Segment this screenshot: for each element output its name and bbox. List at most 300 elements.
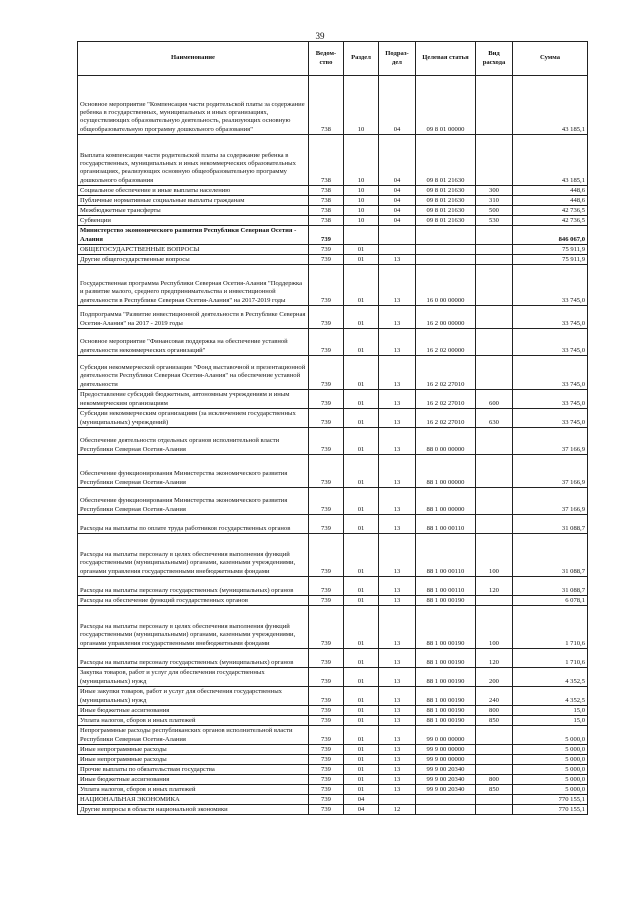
cell-subsection: 13 — [379, 687, 416, 706]
cell-department: 739 — [309, 606, 344, 649]
cell-department: 739 — [309, 488, 344, 515]
cell-name: Расходы на выплаты по оплате труда работников государственных органов — [78, 515, 309, 534]
cell-subsection: 13 — [379, 649, 416, 668]
table-row — [78, 515, 588, 534]
cell-expense-type — [476, 755, 513, 765]
table-row — [78, 356, 588, 390]
cell-target-article: 09 8 01 00000 — [416, 76, 476, 135]
cell-amount: 770 155,1 — [513, 805, 588, 815]
cell-expense-type: 240 — [476, 687, 513, 706]
cell-department: 738 — [309, 186, 344, 196]
cell-name: Межбюджетные трансферты — [78, 206, 309, 216]
cell-expense-type: 300 — [476, 186, 513, 196]
cell-name: Непрограммные расходы республиканских органов исполнительной власти Республики Северная Осетия-Алания — [78, 726, 309, 745]
cell-name: Выплата компенсации части родительской платы за содержание ребенка в государственных, муниципальных и иных некоммерческих образовательных организациях, реализующих основную общеобразовательную программу дошкольного образования — [78, 135, 309, 186]
cell-section: 10 — [344, 76, 379, 135]
cell-target-article: 16 2 02 27010 — [416, 409, 476, 428]
cell-expense-type — [476, 135, 513, 186]
cell-target-article: 09 8 01 21630 — [416, 186, 476, 196]
cell-department: 739 — [309, 706, 344, 716]
cell-subsection — [379, 245, 416, 255]
cell-name: Расходы на выплаты персоналу в целях обеспечения выполнения функций государственными (муниципальными) органами, казенными учреждениями, органами управления государственными внебюджетными фондами — [78, 606, 309, 649]
cell-section: 01 — [344, 245, 379, 255]
cell-subsection: 13 — [379, 265, 416, 306]
cell-subsection: 13 — [379, 765, 416, 775]
cell-expense-type: 100 — [476, 534, 513, 577]
cell-section: 01 — [344, 455, 379, 488]
cell-expense-type: 500 — [476, 206, 513, 216]
cell-target-article: 88 1 00 00000 — [416, 488, 476, 515]
cell-section: 01 — [344, 775, 379, 785]
cell-expense-type: 800 — [476, 775, 513, 785]
cell-section: 01 — [344, 306, 379, 329]
cell-amount: 75 911,9 — [513, 255, 588, 265]
cell-expense-type: 800 — [476, 706, 513, 716]
cell-department: 739 — [309, 455, 344, 488]
cell-name: Иные бюджетные ассигнования — [78, 706, 309, 716]
cell-target-article: 88 0 00 00000 — [416, 428, 476, 455]
cell-target-article: 99 9 00 20340 — [416, 765, 476, 775]
cell-expense-type — [476, 596, 513, 606]
cell-section: 01 — [344, 488, 379, 515]
cell-department: 739 — [309, 805, 344, 815]
cell-target-article — [416, 245, 476, 255]
cell-department: 739 — [309, 755, 344, 765]
cell-department: 739 — [309, 265, 344, 306]
cell-expense-type — [476, 329, 513, 356]
cell-subsection: 04 — [379, 135, 416, 186]
cell-amount: 4 352,5 — [513, 668, 588, 687]
table-row — [78, 329, 588, 356]
cell-subsection: 13 — [379, 606, 416, 649]
table-row — [78, 596, 588, 606]
cell-section: 01 — [344, 356, 379, 390]
header-name: Наименование — [78, 42, 309, 76]
cell-subsection: 13 — [379, 596, 416, 606]
cell-name: Расходы на выплаты персоналу государственных (муниципальных) органов — [78, 577, 309, 596]
table-row — [78, 196, 588, 206]
cell-target-article: 09 8 01 21630 — [416, 135, 476, 186]
table-row — [78, 534, 588, 577]
cell-target-article — [416, 805, 476, 815]
cell-subsection: 13 — [379, 488, 416, 515]
cell-target-article: 88 1 00 00190 — [416, 649, 476, 668]
cell-amount: 37 166,9 — [513, 488, 588, 515]
cell-department: 739 — [309, 577, 344, 596]
cell-section: 01 — [344, 765, 379, 775]
cell-name: Иные бюджетные ассигнования — [78, 775, 309, 785]
cell-expense-type — [476, 765, 513, 775]
table-row — [78, 716, 588, 726]
cell-name: Государственная программа Республики Северная Осетия-Алания "Поддержка и развитие малого, среднего предпринимательства и инвестиционной деятельности в Республике Северная Осетия-Алания" на 2017-2019 годы — [78, 265, 309, 306]
table-body — [78, 76, 588, 815]
cell-amount: 42 736,5 — [513, 216, 588, 226]
cell-expense-type: 630 — [476, 409, 513, 428]
cell-subsection: 13 — [379, 428, 416, 455]
cell-section: 10 — [344, 196, 379, 206]
cell-target-article: 88 1 00 00190 — [416, 706, 476, 716]
cell-department: 738 — [309, 196, 344, 206]
cell-department: 739 — [309, 409, 344, 428]
cell-department: 739 — [309, 785, 344, 795]
cell-expense-type: 310 — [476, 196, 513, 206]
cell-section: 01 — [344, 329, 379, 356]
cell-expense-type — [476, 306, 513, 329]
cell-target-article: 99 9 00 20340 — [416, 785, 476, 795]
cell-target-article: 16 2 02 00000 — [416, 329, 476, 356]
cell-target-article: 88 1 00 00000 — [416, 455, 476, 488]
cell-department: 739 — [309, 687, 344, 706]
cell-target-article: 09 8 01 21630 — [416, 206, 476, 216]
table-row — [78, 706, 588, 716]
table-row — [78, 245, 588, 255]
cell-expense-type — [476, 428, 513, 455]
cell-expense-type: 530 — [476, 216, 513, 226]
table-row — [78, 606, 588, 649]
cell-amount: 33 745,0 — [513, 306, 588, 329]
cell-subsection: 13 — [379, 515, 416, 534]
cell-section: 01 — [344, 745, 379, 755]
cell-amount: 37 166,9 — [513, 455, 588, 488]
cell-subsection: 04 — [379, 206, 416, 216]
cell-department: 739 — [309, 765, 344, 775]
cell-section: 04 — [344, 805, 379, 815]
cell-expense-type — [476, 726, 513, 745]
cell-subsection: 12 — [379, 805, 416, 815]
table-row — [78, 265, 588, 306]
cell-subsection: 13 — [379, 306, 416, 329]
cell-target-article: 88 1 00 00110 — [416, 534, 476, 577]
cell-name: Субсидии некоммерческим организациям (за исключением государственных (муниципальных) учреждений) — [78, 409, 309, 428]
cell-amount: 31 088,7 — [513, 534, 588, 577]
table-row — [78, 186, 588, 196]
cell-amount: 33 745,0 — [513, 390, 588, 409]
cell-amount: 448,6 — [513, 196, 588, 206]
cell-section: 01 — [344, 255, 379, 265]
cell-target-article: 99 9 00 00000 — [416, 755, 476, 765]
budget-table — [77, 41, 588, 815]
cell-subsection: 04 — [379, 76, 416, 135]
cell-target-article: 09 8 01 21630 — [416, 216, 476, 226]
cell-amount: 5 000,0 — [513, 726, 588, 745]
table-row — [78, 455, 588, 488]
cell-name: Субсидия некоммерческой организации "Фонд выставочной и презентационной деятельности Республики Северная Осетия-Алания" на обеспечение уставной деятельности — [78, 356, 309, 390]
cell-amount: 42 736,5 — [513, 206, 588, 216]
cell-target-article: 99 9 00 00000 — [416, 745, 476, 755]
table-row — [78, 668, 588, 687]
cell-amount: 1 710,6 — [513, 649, 588, 668]
cell-subsection: 13 — [379, 745, 416, 755]
cell-department: 739 — [309, 795, 344, 805]
cell-section: 01 — [344, 649, 379, 668]
cell-amount: 5 000,0 — [513, 785, 588, 795]
cell-section: 01 — [344, 409, 379, 428]
cell-expense-type — [476, 795, 513, 805]
table-row — [78, 755, 588, 765]
cell-department: 739 — [309, 390, 344, 409]
cell-subsection: 13 — [379, 577, 416, 596]
cell-name: Министерство экономического развития Республики Северная Осетия - Алания — [78, 226, 309, 245]
cell-expense-type — [476, 745, 513, 755]
cell-target-article — [416, 255, 476, 265]
cell-department: 738 — [309, 76, 344, 135]
cell-subsection: 13 — [379, 716, 416, 726]
cell-amount: 448,6 — [513, 186, 588, 196]
cell-name: Иные закупки товаров, работ и услуг для обеспечения государственных (муниципальных) нужд — [78, 687, 309, 706]
cell-target-article: 16 2 02 27010 — [416, 390, 476, 409]
cell-expense-type: 100 — [476, 606, 513, 649]
cell-subsection: 04 — [379, 196, 416, 206]
cell-target-article: 16 0 00 00000 — [416, 265, 476, 306]
cell-expense-type — [476, 76, 513, 135]
cell-subsection: 13 — [379, 455, 416, 488]
cell-target-article: 88 1 00 00190 — [416, 716, 476, 726]
table-row — [78, 745, 588, 755]
cell-name: Социальное обеспечение и иные выплаты населению — [78, 186, 309, 196]
cell-department: 739 — [309, 775, 344, 785]
cell-section: 01 — [344, 726, 379, 745]
table-row — [78, 726, 588, 745]
table-row — [78, 409, 588, 428]
cell-expense-type — [476, 265, 513, 306]
cell-name: Расходы на выплаты персоналу государственных (муниципальных) органов — [78, 649, 309, 668]
header-expense-type: Вид расхода — [476, 42, 513, 76]
cell-section: 01 — [344, 515, 379, 534]
cell-department: 738 — [309, 135, 344, 186]
cell-target-article: 16 2 02 27010 — [416, 356, 476, 390]
cell-subsection — [379, 226, 416, 245]
cell-department: 739 — [309, 428, 344, 455]
cell-name: Расходы на выплаты персоналу в целях обеспечения выполнения функций государственными (муниципальными) органами, казенными учреждениями, органами управления государственными внебюджетными фондами — [78, 534, 309, 577]
cell-expense-type: 200 — [476, 668, 513, 687]
cell-amount: 43 185,1 — [513, 135, 588, 186]
cell-amount: 6 078,1 — [513, 596, 588, 606]
cell-department: 739 — [309, 596, 344, 606]
cell-amount: 33 745,0 — [513, 356, 588, 390]
cell-section: 04 — [344, 795, 379, 805]
cell-amount: 37 166,9 — [513, 428, 588, 455]
cell-target-article: 88 1 00 00190 — [416, 596, 476, 606]
cell-department: 738 — [309, 206, 344, 216]
cell-name: Основное мероприятие "Компенсация части родительской платы за содержание ребенка в государственных, муниципальных и иных организациях, осуществляющих образовательную деятельность, реализующих основную общеобразовательную программу дошкольного образования" — [78, 76, 309, 135]
cell-amount: 5 000,0 — [513, 765, 588, 775]
cell-subsection: 13 — [379, 329, 416, 356]
table-row — [78, 765, 588, 775]
cell-name: Расходы на обеспечение функций государственных органов — [78, 596, 309, 606]
cell-amount: 31 088,7 — [513, 515, 588, 534]
cell-expense-type: 120 — [476, 577, 513, 596]
table-row — [78, 785, 588, 795]
cell-expense-type — [476, 245, 513, 255]
cell-expense-type — [476, 488, 513, 515]
cell-expense-type: 600 — [476, 390, 513, 409]
cell-department: 739 — [309, 245, 344, 255]
cell-target-article — [416, 226, 476, 245]
cell-name: Другие вопросы в области национальной экономики — [78, 805, 309, 815]
cell-subsection: 13 — [379, 706, 416, 716]
cell-section: 01 — [344, 534, 379, 577]
cell-amount: 15,0 — [513, 716, 588, 726]
table-header — [78, 42, 588, 76]
cell-department: 739 — [309, 226, 344, 245]
table-row — [78, 135, 588, 186]
header-subsection: Подраз-дел — [379, 42, 416, 76]
cell-name: Публичные нормативные социальные выплаты гражданам — [78, 196, 309, 206]
cell-name: Уплата налогов, сборов и иных платежей — [78, 785, 309, 795]
cell-target-article: 88 1 00 00190 — [416, 687, 476, 706]
cell-expense-type: 850 — [476, 716, 513, 726]
cell-amount: 33 745,0 — [513, 329, 588, 356]
cell-amount: 31 088,7 — [513, 577, 588, 596]
cell-section: 01 — [344, 577, 379, 596]
cell-subsection: 13 — [379, 356, 416, 390]
table-row — [78, 488, 588, 515]
cell-target-article: 88 1 00 00110 — [416, 515, 476, 534]
cell-target-article: 99 0 00 00000 — [416, 726, 476, 745]
cell-expense-type: 120 — [476, 649, 513, 668]
header-amount: Сумма — [513, 42, 588, 76]
cell-name: Предоставление субсидий бюджетным, автономным учреждениям и иным некоммерческим организациям — [78, 390, 309, 409]
table-row — [78, 687, 588, 706]
table-row — [78, 76, 588, 135]
cell-section — [344, 226, 379, 245]
cell-subsection: 13 — [379, 390, 416, 409]
cell-name: Прочие выплаты по обязательствам государства — [78, 765, 309, 775]
cell-amount: 1 710,6 — [513, 606, 588, 649]
cell-section: 01 — [344, 606, 379, 649]
cell-target-article: 16 2 00 00000 — [416, 306, 476, 329]
cell-amount: 15,0 — [513, 706, 588, 716]
cell-subsection: 04 — [379, 186, 416, 196]
cell-section: 01 — [344, 390, 379, 409]
cell-target-article: 99 9 00 20340 — [416, 775, 476, 785]
cell-section: 10 — [344, 206, 379, 216]
cell-section: 01 — [344, 428, 379, 455]
cell-name: Обеспечение деятельности отдельных органов исполнительной власти Республики Северная Осетия-Алания — [78, 428, 309, 455]
cell-expense-type — [476, 805, 513, 815]
cell-subsection: 13 — [379, 255, 416, 265]
cell-section: 01 — [344, 687, 379, 706]
header-target-article: Целевая статья — [416, 42, 476, 76]
table-row — [78, 226, 588, 245]
cell-section: 01 — [344, 755, 379, 765]
cell-name: Основное мероприятие "Финансовая поддержка на обеспечение уставной деятельности некоммерческих организаций" — [78, 329, 309, 356]
table-row — [78, 805, 588, 815]
cell-name: Подпрограмма "Развитие инвестиционной деятельности в Республике Северная Осетия-Алания" на 2017 - 2019 годы — [78, 306, 309, 329]
cell-target-article: 88 1 00 00190 — [416, 606, 476, 649]
cell-department: 739 — [309, 745, 344, 755]
page-number: 39 — [315, 31, 325, 41]
cell-amount: 4 352,5 — [513, 687, 588, 706]
cell-subsection: 04 — [379, 216, 416, 226]
cell-department: 739 — [309, 534, 344, 577]
cell-section: 01 — [344, 596, 379, 606]
cell-name: Обеспечение функционирования Министерства экономического развития Республики Северная Осетия-Алания — [78, 455, 309, 488]
cell-expense-type — [476, 356, 513, 390]
cell-department: 739 — [309, 306, 344, 329]
cell-target-article: 88 1 00 00110 — [416, 577, 476, 596]
cell-name: Закупка товаров, работ и услуг для обеспечения государственных (муниципальных) нужд — [78, 668, 309, 687]
cell-department: 739 — [309, 515, 344, 534]
cell-subsection: 13 — [379, 785, 416, 795]
cell-name: Иные непрограммные расходы — [78, 745, 309, 755]
table-row — [78, 390, 588, 409]
cell-name: Субвенции — [78, 216, 309, 226]
cell-target-article: 88 1 00 00190 — [416, 668, 476, 687]
cell-subsection — [379, 795, 416, 805]
cell-expense-type — [476, 455, 513, 488]
cell-department: 739 — [309, 716, 344, 726]
cell-section: 10 — [344, 216, 379, 226]
cell-subsection: 13 — [379, 409, 416, 428]
cell-name: Уплата налогов, сборов и иных платежей — [78, 716, 309, 726]
cell-department: 739 — [309, 255, 344, 265]
table-row — [78, 795, 588, 805]
table-row — [78, 428, 588, 455]
table-row — [78, 255, 588, 265]
cell-amount: 5 000,0 — [513, 775, 588, 785]
cell-amount: 770 155,1 — [513, 795, 588, 805]
table-row — [78, 306, 588, 329]
table-row — [78, 649, 588, 668]
cell-name: Иные непрограммные расходы — [78, 755, 309, 765]
cell-section: 10 — [344, 135, 379, 186]
cell-section: 10 — [344, 186, 379, 196]
cell-amount: 846 067,0 — [513, 226, 588, 245]
table-row — [78, 216, 588, 226]
cell-expense-type — [476, 515, 513, 534]
cell-department: 739 — [309, 356, 344, 390]
cell-department: 739 — [309, 668, 344, 687]
cell-department: 739 — [309, 726, 344, 745]
cell-subsection: 13 — [379, 668, 416, 687]
cell-department: 739 — [309, 649, 344, 668]
table-row — [78, 206, 588, 216]
cell-amount: 5 000,0 — [513, 755, 588, 765]
cell-subsection: 13 — [379, 775, 416, 785]
header-section: Раздел — [344, 42, 379, 76]
cell-amount: 43 185,1 — [513, 76, 588, 135]
cell-department: 739 — [309, 329, 344, 356]
cell-subsection: 13 — [379, 755, 416, 765]
cell-expense-type: 850 — [476, 785, 513, 795]
cell-name: НАЦИОНАЛЬНАЯ ЭКОНОМИКА — [78, 795, 309, 805]
header-row — [78, 42, 588, 76]
cell-amount: 33 745,0 — [513, 409, 588, 428]
cell-amount: 5 000,0 — [513, 745, 588, 755]
cell-name: ОБЩЕГОСУДАРСТВЕННЫЕ ВОПРОСЫ — [78, 245, 309, 255]
cell-amount: 75 911,9 — [513, 245, 588, 255]
cell-section: 01 — [344, 265, 379, 306]
table-row — [78, 775, 588, 785]
cell-section: 01 — [344, 706, 379, 716]
header-department: Ведом-ство — [309, 42, 344, 76]
cell-target-article: 09 8 01 21630 — [416, 196, 476, 206]
cell-department: 738 — [309, 216, 344, 226]
cell-target-article — [416, 795, 476, 805]
cell-expense-type — [476, 226, 513, 245]
cell-name: Другие общегосударственные вопросы — [78, 255, 309, 265]
cell-section: 01 — [344, 785, 379, 795]
cell-name: Обеспечение функционирования Министерства экономического развития Республики Северная Осетия-Алания — [78, 488, 309, 515]
cell-section: 01 — [344, 716, 379, 726]
table-row — [78, 577, 588, 596]
cell-section: 01 — [344, 668, 379, 687]
cell-subsection: 13 — [379, 726, 416, 745]
cell-expense-type — [476, 255, 513, 265]
cell-amount: 33 745,0 — [513, 265, 588, 306]
cell-subsection: 13 — [379, 534, 416, 577]
